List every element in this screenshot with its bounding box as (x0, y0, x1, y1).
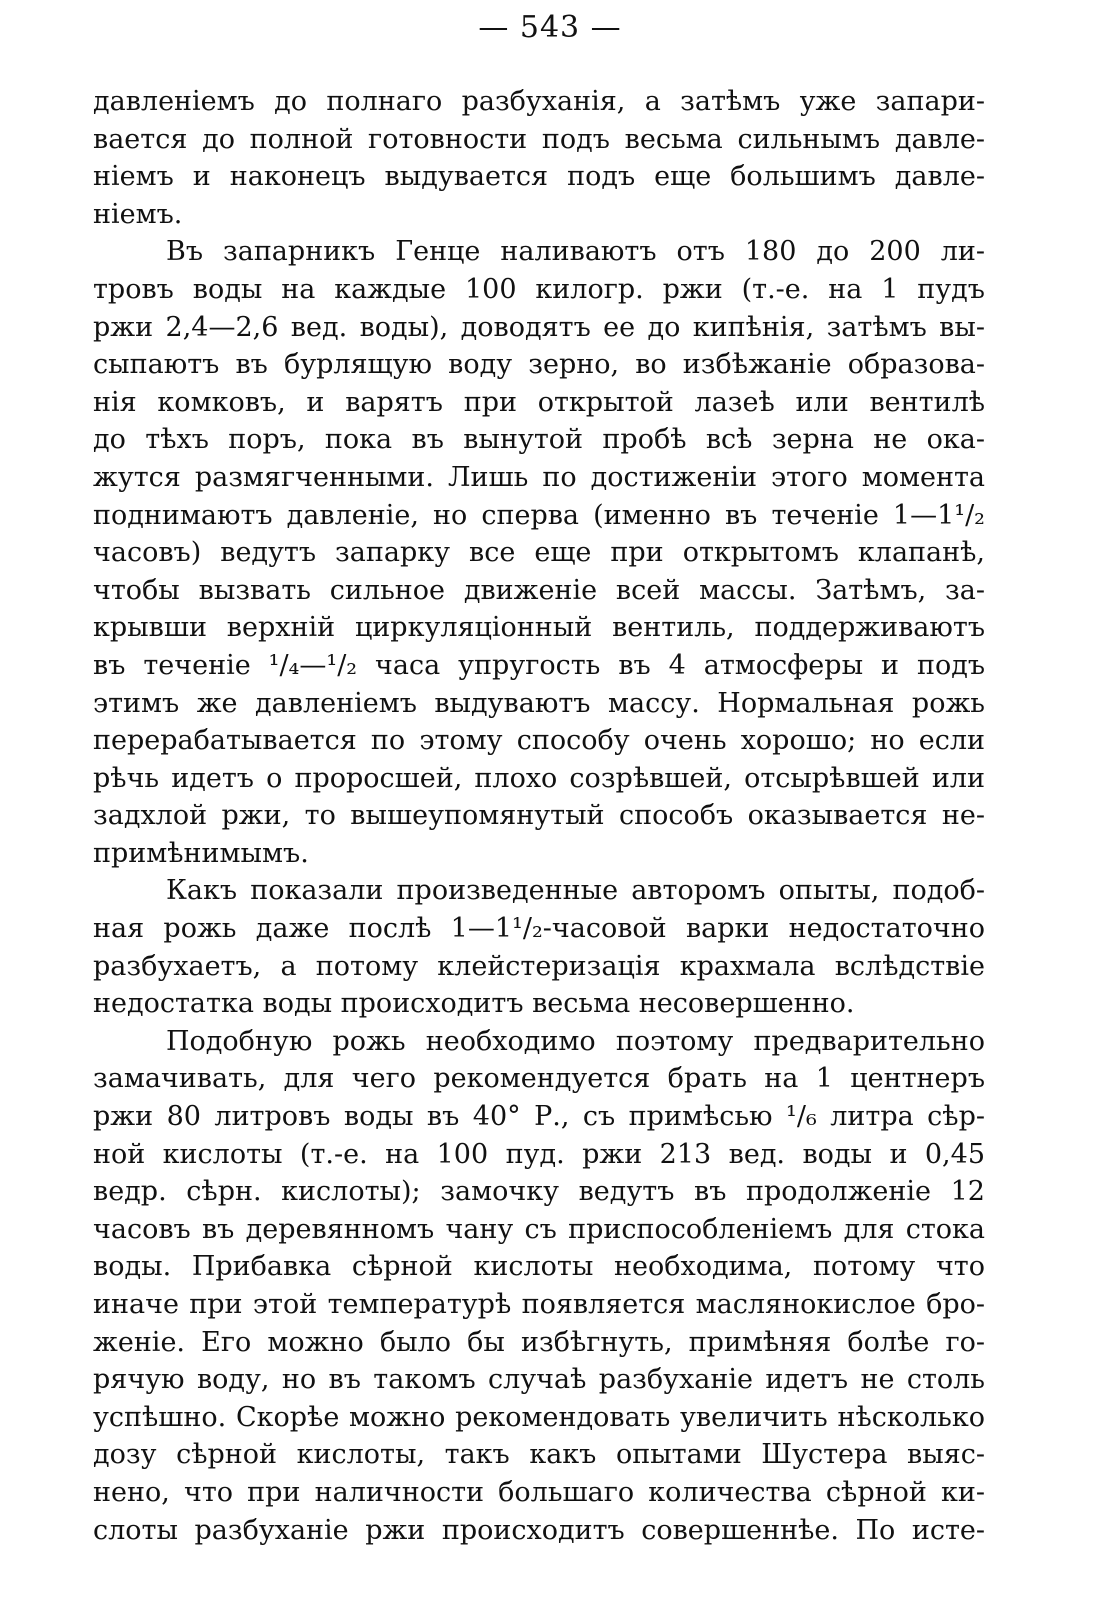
text-line: успѣшно. Скорѣе можно рекомендовать увеличить нѣсколько (93, 1401, 985, 1433)
text-line: ржи 2,4—2,6 вед. воды), доводятъ ее до кипѣнія, затѣмъ вы- (93, 311, 985, 343)
text-line: Подобную рожь необходимо поэтому предварительно (166, 1025, 985, 1057)
text-line: ніемъ и наконецъ выдувается подъ еще большимъ давле- (93, 161, 985, 193)
paragraph (93, 233, 985, 872)
text-line: Въ запарникъ Генце наливаютъ отъ 180 до 200 ли- (166, 236, 985, 268)
text-line: Какъ показали произведенные авторомъ опыты, подоб- (166, 875, 985, 907)
text-line: поднимаютъ давленіе, но сперва (именно въ теченіе 1—1¹/₂ (93, 499, 985, 531)
text-line: рѣчь идетъ о проросшей, плохо созрѣвшей, отсырѣвшей или (93, 762, 985, 794)
text-line: ніемъ. (93, 198, 183, 230)
paragraph (93, 872, 985, 1022)
text-line: задхлой ржи, то вышеупомянутый способъ оказывается не- (93, 800, 985, 832)
text-line: давленіемъ до полнаго разбуханія, а затѣмъ уже запари- (93, 86, 985, 117)
text-line: нія комковъ, и варятъ при открытой лазеѣ или вентилѣ (93, 386, 985, 418)
text-line: вается до полной готовности подъ весьма сильнымъ давле- (93, 123, 985, 155)
text-line: недостатка воды происходитъ весьма несовершенно. (93, 988, 855, 1020)
body-text (93, 83, 985, 1549)
paragraph (93, 83, 985, 233)
text-line: ная рожь даже послѣ 1—1¹/₂-часовой варки недостаточно (93, 913, 985, 945)
text-line: примѣнимымъ. (93, 837, 309, 869)
text-line: разбухаетъ, а потому клейстеризація крахмала вслѣдствіе (93, 950, 985, 982)
text-line: часовъ) ведутъ запарку все еще при открытомъ клапанѣ, (93, 537, 985, 569)
text-line: воды. Прибавка сѣрной кислоты необходима, потому что (93, 1251, 985, 1283)
page-number: — 543 — (478, 10, 622, 45)
text-line: дозу сѣрной кислоты, такъ какъ опытами Шустера выяс- (93, 1439, 985, 1471)
text-line: нено, что при наличности большаго количества сѣрной ки- (93, 1476, 985, 1508)
text-line: до тѣхъ поръ, пока въ вынутой пробѣ всѣ зерна не ока- (93, 424, 985, 456)
text-line: чтобы вызвать сильное движеніе всей массы. Затѣмъ, за- (93, 574, 985, 606)
text-line: въ теченіе ¹/₄—¹/₂ часа упругость въ 4 атмосферы и подъ (93, 649, 985, 681)
text-line: рячую воду, но въ такомъ случаѣ разбуханіе идетъ не столь (93, 1364, 985, 1396)
text-line: тровъ воды на каждые 100 килогр. ржи (т.-е. на 1 пудъ (93, 273, 985, 305)
text-line: ржи 80 литровъ воды въ 40° Р., съ примѣсью ¹/₆ литра сѣр- (93, 1101, 985, 1133)
text-line: иначе при этой температурѣ появляется маслянокислое бро- (93, 1289, 985, 1320)
text-line: крывши верхній циркуляціонный вентиль, поддерживаютъ (93, 612, 985, 644)
text-line: часовъ въ деревянномъ чану съ приспособленіемъ для стока (93, 1213, 985, 1245)
text-line: замачивать, для чего рекомендуется брать на 1 центнеръ (93, 1063, 985, 1095)
text-line: ведр. сѣрн. кислоты); замочку ведутъ въ продолженіе 12 (93, 1176, 985, 1208)
text-line: сыпаютъ въ бурлящую воду зерно, во избѣжаніе образова- (93, 349, 985, 381)
text-line: жутся размягченными. Лишь по достиженіи этого момента (93, 461, 985, 493)
text-line: перерабатывается по этому способу очень хорошо; но если (93, 725, 985, 757)
paragraph (93, 1023, 985, 1549)
text-line: слоты разбуханіе ржи происходитъ совершеннѣе. По исте- (93, 1514, 985, 1546)
text-line: ной кислоты (т.-е. на 100 пуд. ржи 213 вед. воды и 0,45 (93, 1138, 985, 1170)
text-line: этимъ же давленіемъ выдуваютъ массу. Нормальная рожь (93, 687, 985, 719)
text-line: женіе. Его можно было бы избѣгнуть, примѣняя болѣе го- (93, 1326, 985, 1358)
